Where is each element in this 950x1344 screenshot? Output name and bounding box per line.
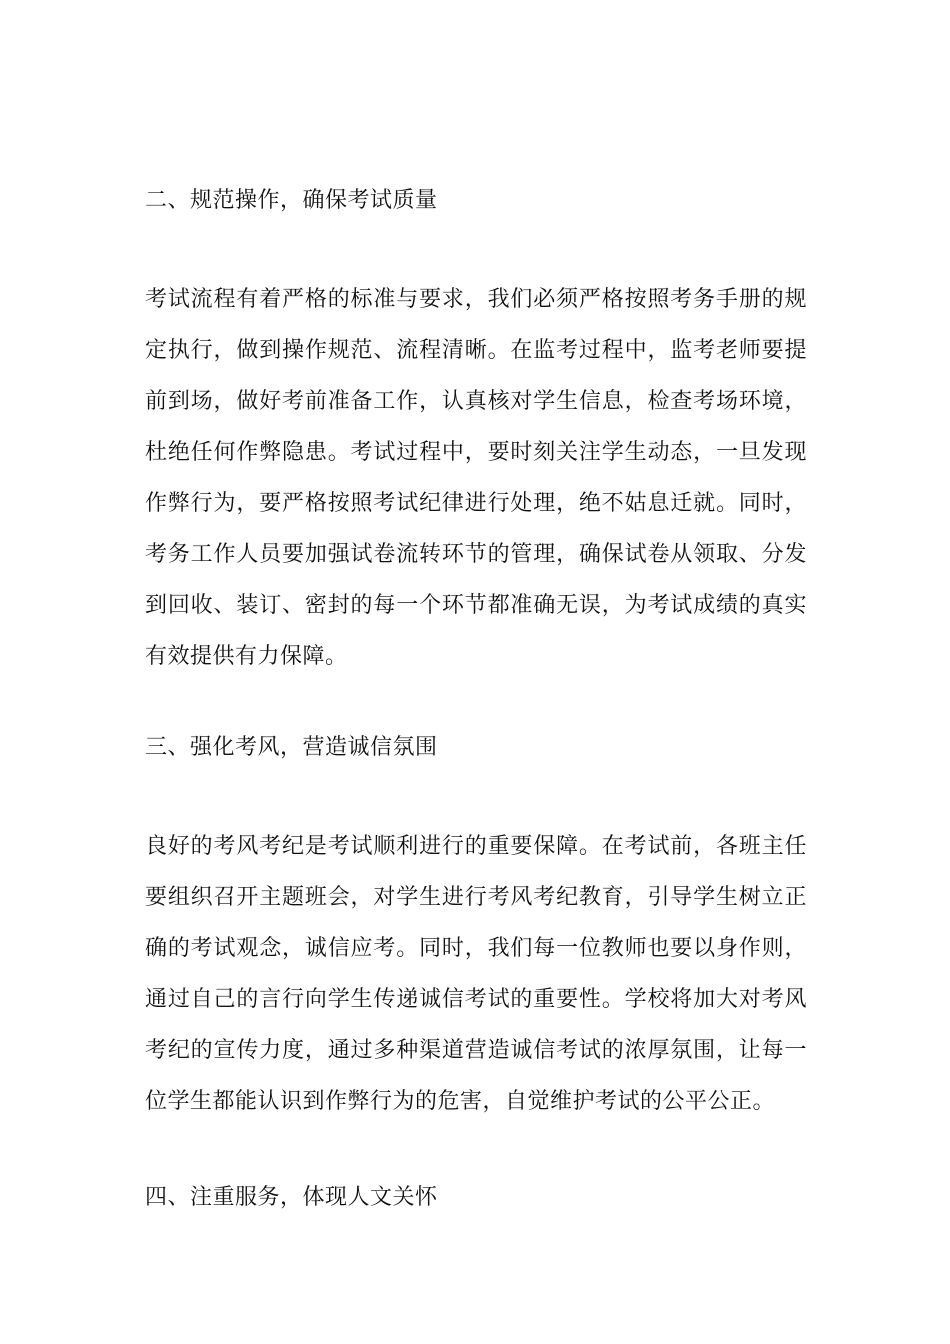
paragraph-line: 有效提供有力保障。	[145, 644, 348, 669]
section-paragraph-2	[145, 285, 807, 693]
paragraph-line: 位学生都能认识到作弊行为的危害，自觉维护考试的公平公正。	[145, 1089, 776, 1114]
paragraph-line: 前到场，做好考前准备工作，认真核对学生信息，检查考场环境，	[145, 389, 807, 414]
paragraph-line: 定执行，做到操作规范、流程清晰。在监考过程中，监考老师要提	[145, 338, 807, 363]
paragraph-line: 考试流程有着严格的标准与要求，我们必须严格按照考务手册的规	[145, 287, 807, 312]
section-heading-2: 二、规范操作，确保考试质量	[145, 188, 438, 213]
section-paragraph-3	[145, 832, 807, 1138]
paragraph-line: 确的考试观念，诚信应考。同时，我们每一位教师也要以身作则，	[145, 936, 807, 961]
paragraph-line: 要组织召开主题班会，对学生进行考风考纪教育，引导学生树立正	[145, 885, 807, 910]
paragraph-line: 到回收、装订、密封的每一个环节都准确无误，为考试成绩的真实	[145, 593, 807, 618]
paragraph-line: 良好的考风考纪是考试顺利进行的重要保障。在考试前，各班主任	[145, 834, 807, 859]
paragraph-line: 考纪的宣传力度，通过多种渠道营造诚信考试的浓厚氛围，让每一	[145, 1038, 807, 1063]
paragraph-line: 作弊行为，要严格按照考试纪律进行处理，绝不姑息迁就。同时，	[145, 491, 807, 516]
section-heading-4: 四、注重服务，体现人文关怀	[145, 1185, 438, 1210]
section-heading-3: 三、强化考风，营造诚信氛围	[145, 735, 438, 760]
paragraph-line: 杜绝任何作弊隐患。考试过程中，要时刻关注学生动态，一旦发现	[145, 440, 807, 465]
paragraph-line: 通过自己的言行向学生传递诚信考试的重要性。学校将加大对考风	[145, 987, 807, 1012]
paragraph-line: 考务工作人员要加强试卷流转环节的管理，确保试卷从领取、分发	[145, 542, 807, 567]
